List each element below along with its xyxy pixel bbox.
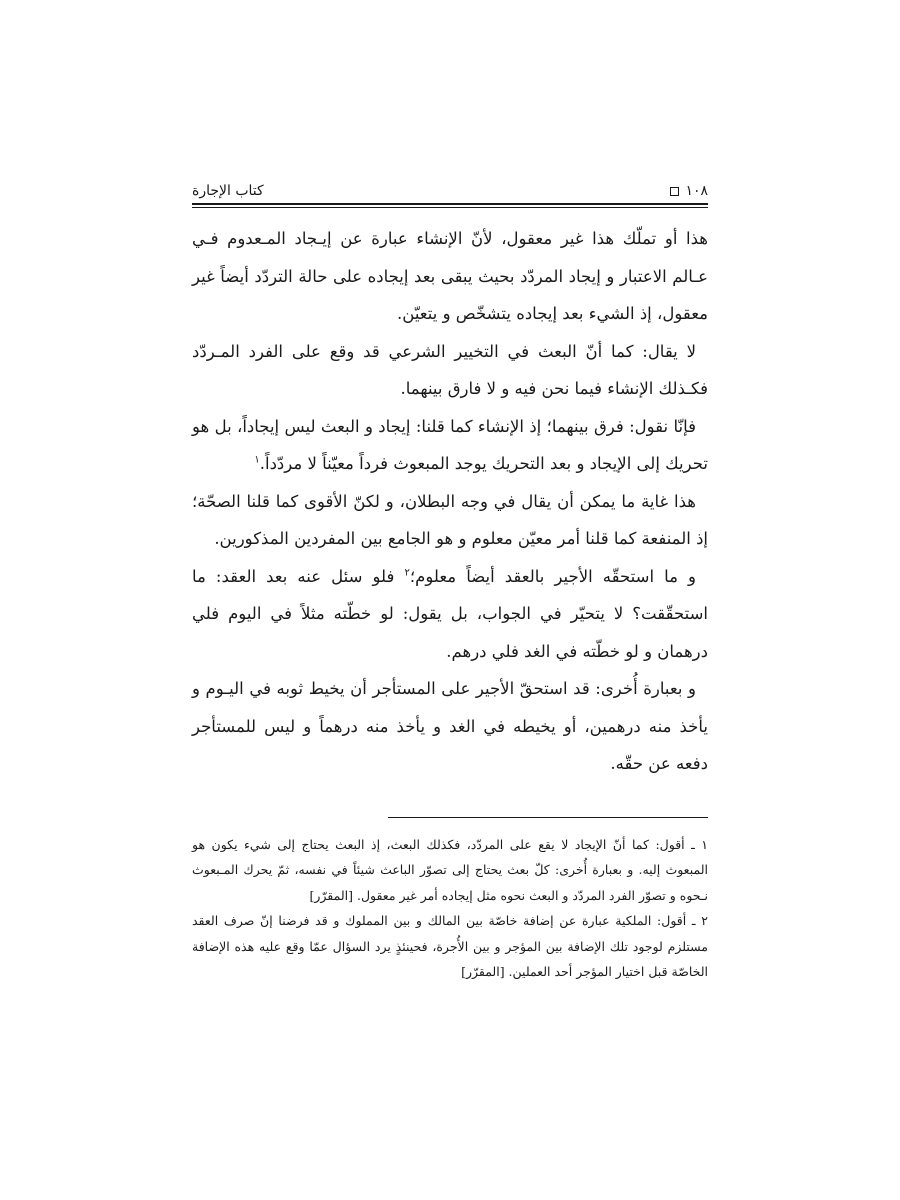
header-rule bbox=[192, 203, 708, 208]
footnote-ref: ٢ bbox=[404, 567, 410, 578]
footnote-ref: ١ bbox=[254, 454, 260, 466]
footnotes bbox=[192, 832, 708, 985]
paragraph: فإنّا نقول: فرق بينهما؛ إذ الإنشاء كما قلنا: إيجاد و البعث ليس إيجاداً، بل هو تحريك إلى الإيجاد و بعد التحريك يوجد المبعوث فرداً معيّناً لا مردّداً.$^١$ bbox=[192, 416, 708, 473]
paragraph: هذا أو تملّك هذا غير معقول، لأنّ الإنشاء عبارة عن إيـجاد المـعدوم فـي عـالم الاعتبار و إيجاد المردّد بحيث يبقى بعد إيجاده على حالة التردّد أيضاً غير معقول، إذ الشيء بعد إيجاده يتشخّص و يتعيّن. bbox=[192, 229, 708, 323]
main-text bbox=[192, 220, 708, 783]
footnote: ٢ ـ أقول: الملكية عبارة عن إضافة خاصّة بين المالك و بين المملوك و قد فرضنا إنّ صرف العقد مستلزم لوجود تلك الإضافة بين المؤجر و بين الأُجرة، فحينئذٍ يرد السؤال عمّا وقع عليه هذه الإضافة الخاصّة قبل اختيار المؤجر أحد العملين. [المقرّر] bbox=[192, 913, 708, 979]
page bbox=[192, 175, 708, 985]
square-ornament-icon bbox=[670, 187, 679, 196]
running-header bbox=[192, 175, 708, 199]
paragraph: هذا غاية ما يمكن أن يقال في وجه البطلان، و لكنّ الأقوى كما قلنا الصحّة؛ إذ المنفعة كما قلنا أمر معيّن معلوم و هو الجامع بين المفردين المذكورين. bbox=[192, 491, 708, 548]
paragraph: و بعبارة أُخرى: قد استحقّ الأجير على المستأجر أن يخيط ثوبه في اليـوم و يأخذ منه درهمين، أو يخيطه في الغد و يأخذ منه درهماً و ليس للمستأجر دفعه عن حقّه. bbox=[192, 679, 708, 773]
paragraph: و ما استحقّه الأجير بالعقد أيضاً معلوم؛$^٢$ فلو سئل عنه بعد العقد: ما استحقّقت؟ لا يتحيّر في الجواب، بل يقول: لو خطّته مثلاً في اليوم فلي درهمان و لو خطّته في الغد فلي درهم. bbox=[192, 566, 708, 661]
footnote-rule bbox=[388, 817, 708, 818]
book-title: كتاب الإجارة bbox=[192, 183, 264, 199]
page-number-text: ١٠٨ bbox=[685, 183, 708, 199]
footnote: ١ ـ أقول: كما أنّ الإيجاد لا يقع على المردّد، فكذلك البعث، إذ البعث يحتاج إلى شيء يكون هو المبعوث إليه. و بعبارة أُخرى: كلّ بعث يحتاج إلى تصوّر الباعث شيئاً في نفسه، ثمّ يحرك المـبعوث نـحوه و تصوّر الفرد المردّد و البعث نحوه مثل إيجاده أمر غير معقول. [المقرّر] bbox=[192, 836, 708, 903]
paragraph: لا يقال: كما أنّ البعث في التخيير الشرعي قد وقع على الفرد المـردّد فكـذلك الإنشاء فيما نحن فيه و لا فارق بينهما. bbox=[192, 341, 708, 398]
page-number bbox=[670, 183, 708, 199]
